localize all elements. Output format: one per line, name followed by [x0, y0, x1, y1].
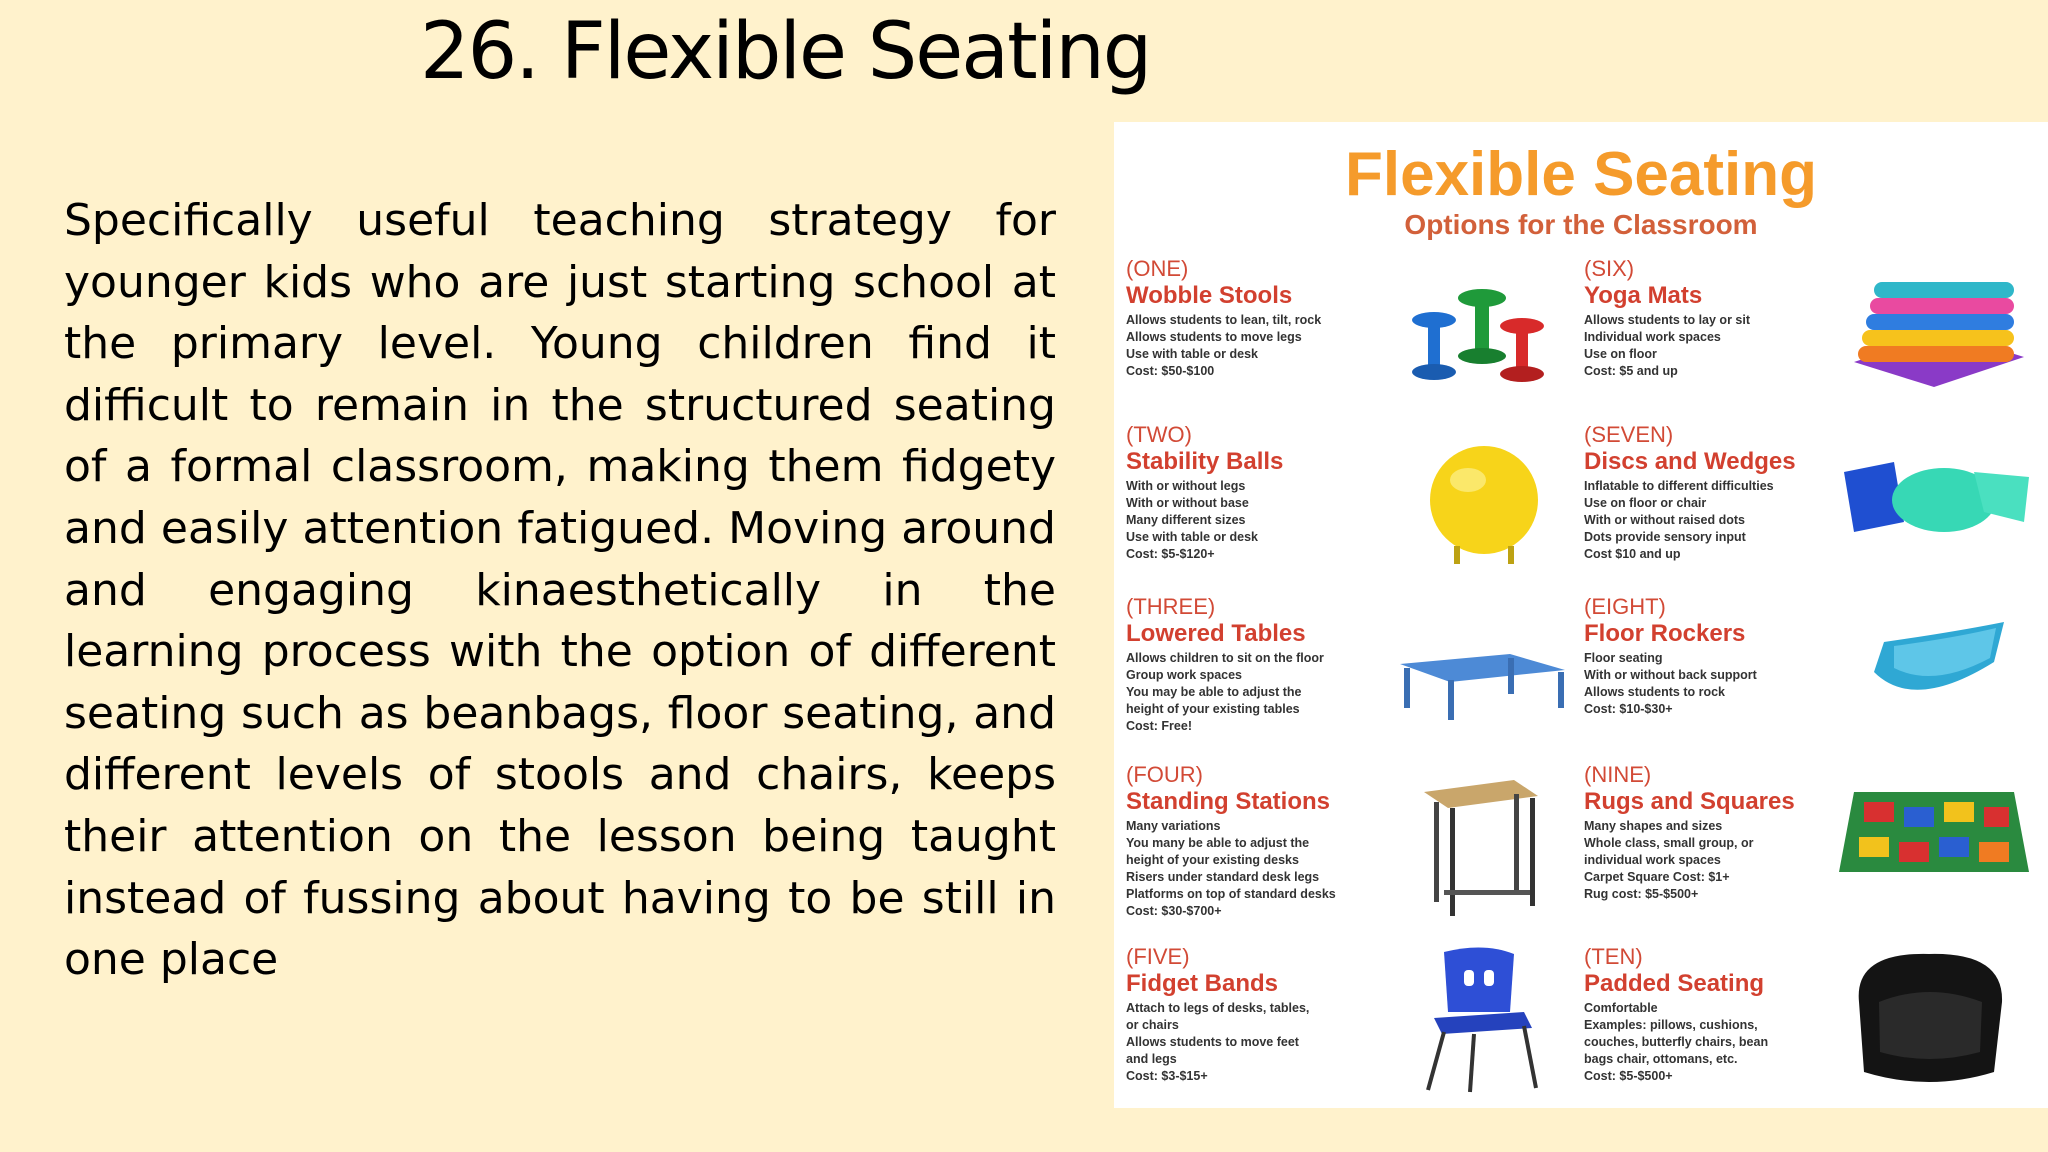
option-name: Rugs and Squares	[1584, 788, 1795, 815]
option-detail-line: Carpet Square Cost: $1+	[1584, 870, 1730, 884]
option-number-label: (TEN)	[1584, 944, 1643, 969]
infographic-title: Flexible Seating	[1344, 140, 1818, 209]
option-name: Padded Seating	[1584, 970, 1765, 997]
option-detail-line: With or without back support	[1584, 668, 1757, 682]
option-fidget-bands	[1126, 944, 1426, 1085]
option-detail-line: Individual work spaces	[1584, 330, 1721, 344]
option-detail-line: bags chair, ottomans, etc.	[1584, 1052, 1738, 1066]
option-number-label: (EIGHT)	[1584, 594, 1666, 619]
option-detail-line: Examples: pillows, cushions,	[1584, 1018, 1758, 1032]
option-detail-line: Cost: $50-$100	[1126, 364, 1215, 378]
option-detail-line: Rug cost: $5-$500+	[1584, 887, 1699, 901]
option-detail-line: or chairs	[1126, 1018, 1179, 1032]
option-detail-line: Many variations	[1126, 819, 1221, 833]
option-number-label: (FIVE)	[1126, 944, 1190, 969]
option-detail-line: Platforms on top of standard desks	[1126, 887, 1336, 901]
option-detail-line: Whole class, small group, or	[1584, 836, 1754, 850]
option-padded-seating	[1584, 944, 1884, 1085]
option-detail-line: Use with table or desk	[1126, 347, 1258, 361]
option-detail-line: Comfortable	[1584, 1001, 1658, 1015]
option-detail-line: Cost: $30-$700+	[1126, 904, 1222, 918]
option-details	[1126, 478, 1426, 563]
option-detail-line: Cost: $5-$500+	[1584, 1069, 1673, 1083]
option-details	[1126, 818, 1426, 920]
option-detail-line: couches, butterfly chairs, bean	[1584, 1035, 1769, 1049]
option-detail-line: Cost: $10-$30+	[1584, 702, 1673, 716]
wobble-stools-icon	[1394, 270, 1564, 400]
option-detail-line: You may be able to adjust the	[1126, 685, 1302, 699]
discs-wedges-icon	[1834, 452, 2034, 552]
option-detail-line: Cost: $5 and up	[1584, 364, 1678, 378]
option-detail-line: height of your existing desks	[1126, 853, 1299, 867]
option-detail-line: With or without base	[1126, 496, 1249, 510]
option-detail-line: You many be able to adjust the	[1126, 836, 1310, 850]
option-number-label: (SIX)	[1584, 256, 1635, 281]
option-detail-line: Many different sizes	[1126, 513, 1246, 527]
option-number-label: (THREE)	[1126, 594, 1216, 619]
option-name: Wobble Stools	[1126, 282, 1293, 309]
infographic-subtitle: Options for the Classroom	[1404, 209, 1758, 240]
yoga-mats-icon	[1834, 262, 2034, 392]
option-name: Lowered Tables	[1126, 620, 1306, 647]
option-number-label: (FOUR)	[1126, 762, 1203, 787]
option-detail-line: Cost: $3-$15+	[1126, 1069, 1208, 1083]
option-number-label: (TWO)	[1126, 422, 1192, 447]
slide-body-text: Specifically useful teaching strategy for younger kids who are just starting school at the primary level. Young children find it difficult to remain in the structured seating of a formal classroom, making them fidgety and easily attention fatigued. Moving around and engaging kinaesthetically in the learning process with the option of different seating such as beanbags, floor seating, and different levels of stools and chairs, keeps their attention on the lesson being taught instead of fussing about having to be still in one place	[64, 195, 1056, 986]
option-detail-line: Risers under standard desk legs	[1126, 870, 1320, 884]
option-name: Yoga Mats	[1584, 282, 1703, 309]
option-details	[1584, 1000, 1884, 1085]
option-detail-line: Use with table or desk	[1126, 530, 1258, 544]
option-detail-line: Dots provide sensory input	[1584, 530, 1746, 544]
option-detail-line: and legs	[1126, 1052, 1177, 1066]
option-name: Discs and Wedges	[1584, 448, 1796, 475]
option-detail-line: Allows children to sit on the floor	[1126, 651, 1324, 665]
option-detail-line: Many shapes and sizes	[1584, 819, 1723, 833]
option-name: Fidget Bands	[1126, 970, 1279, 997]
option-detail-line: With or without legs	[1126, 479, 1246, 493]
slide-title-text: Flexible Seating	[560, 7, 1151, 97]
option-lowered-tables	[1126, 594, 1426, 735]
slide-title	[420, 0, 1151, 104]
option-detail-line: Allows students to lay or sit	[1584, 313, 1750, 327]
option-detail-line: height of your existing tables	[1126, 702, 1300, 716]
option-detail-line: Allows students to rock	[1584, 685, 1725, 699]
option-detail-line: Floor seating	[1584, 651, 1663, 665]
option-detail-line: Use on floor or chair	[1584, 496, 1707, 510]
option-stability-balls	[1126, 422, 1426, 563]
option-name: Stability Balls	[1126, 448, 1284, 475]
option-floor-rockers	[1584, 594, 1884, 718]
rug-icon	[1834, 782, 2034, 882]
option-detail-line: Cost $10 and up	[1584, 547, 1681, 561]
flexible-seating-infographic	[1114, 122, 2048, 1108]
option-number-label: (NINE)	[1584, 762, 1652, 787]
option-details	[1584, 650, 1884, 718]
option-detail-line: Cost: $5-$120+	[1126, 547, 1215, 561]
option-details	[1126, 1000, 1426, 1085]
option-details	[1126, 312, 1426, 380]
option-standing-stations	[1126, 762, 1426, 920]
stability-ball-icon	[1414, 434, 1554, 574]
option-wobble-stools	[1126, 256, 1426, 380]
chair-fidget-band-icon	[1414, 942, 1544, 1102]
option-detail-line: Inflatable to different difficulties	[1584, 479, 1774, 493]
option-number-label: (SEVEN)	[1584, 422, 1674, 447]
option-detail-line: Group work spaces	[1126, 668, 1243, 682]
option-detail-line: Attach to legs of desks, tables,	[1126, 1001, 1310, 1015]
slide-number: 26.	[420, 7, 539, 97]
lowered-table-icon	[1390, 642, 1570, 722]
option-detail-line: individual work spaces	[1584, 853, 1721, 867]
option-number-label: (ONE)	[1126, 256, 1189, 281]
option-details	[1126, 650, 1426, 735]
floor-rocker-icon	[1854, 602, 2024, 712]
option-name: Standing Stations	[1126, 788, 1330, 815]
option-detail-line: Cost: Free!	[1126, 719, 1192, 733]
beanbag-chair-icon	[1844, 942, 2014, 1092]
standing-desk-icon	[1414, 772, 1544, 922]
option-detail-line: Allows students to move legs	[1126, 330, 1302, 344]
option-detail-line: Allows students to move feet	[1126, 1035, 1299, 1049]
option-detail-line: Allows students to lean, tilt, rock	[1126, 313, 1322, 327]
option-name: Floor Rockers	[1584, 620, 1746, 647]
option-detail-line: Use on floor	[1584, 347, 1657, 361]
option-detail-line: With or without raised dots	[1584, 513, 1745, 527]
